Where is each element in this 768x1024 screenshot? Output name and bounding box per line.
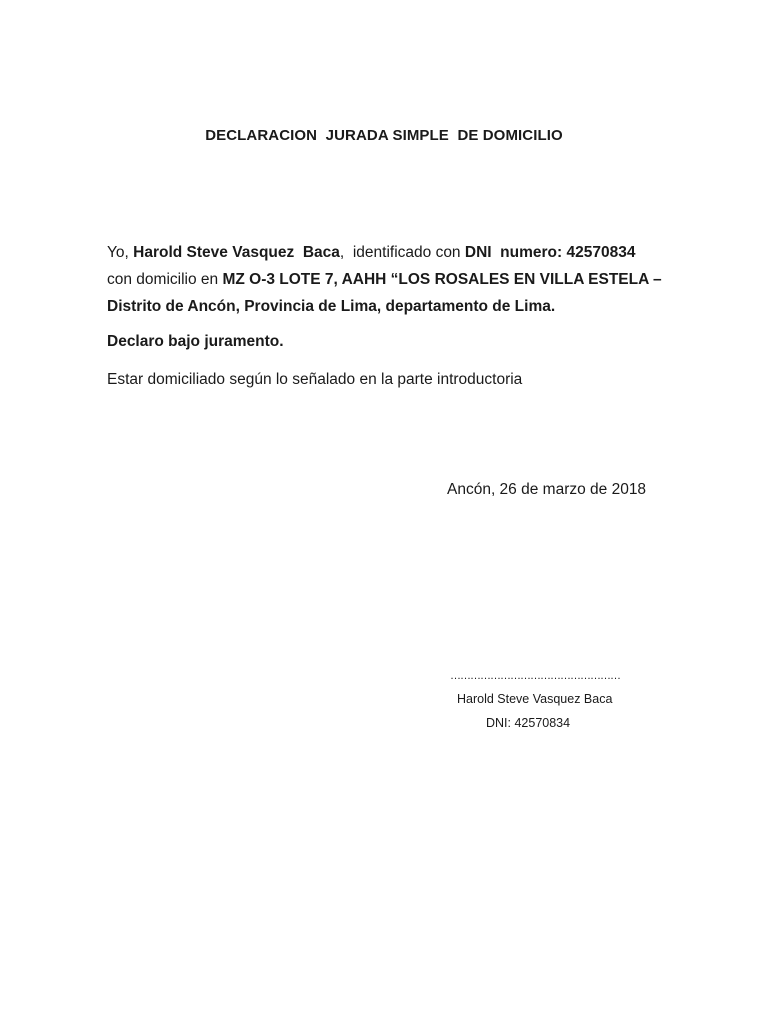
identified-text: , identificado con [339,244,465,261]
signatory-dni: DNI: 42570834 [486,716,571,730]
intro-text: Yo, [107,244,134,261]
oath-statement [107,328,667,355]
declarant-name: Harold Steve Vasquez Baca [133,244,340,261]
domicile-text: con domicilio en [107,271,223,288]
place-date: Ancón, 26 de marzo de 2018 [447,481,647,498]
address-line-1: MZ O-3 LOTE 7, AAHH “LOS ROSALES EN VILLA ESTELA – [222,271,662,288]
document-title: DECLARACION JURADA SIMPLE DE DOMICILIO [205,127,563,144]
signature-line: …………………………………………… [450,670,620,682]
address-line-2: Distrito de Ancón, Provincia de Lima, departamento de Lima. [107,298,556,315]
domicile-statement: Estar domiciliado según lo señalado en la parte introductoria [107,371,523,388]
signatory-name: Harold Steve Vasquez Baca [457,692,613,706]
dni-number: DNI numero: 42570834 [464,244,636,261]
oath-text: Declaro bajo juramento. [107,333,284,350]
declaration-paragraph [107,239,667,320]
